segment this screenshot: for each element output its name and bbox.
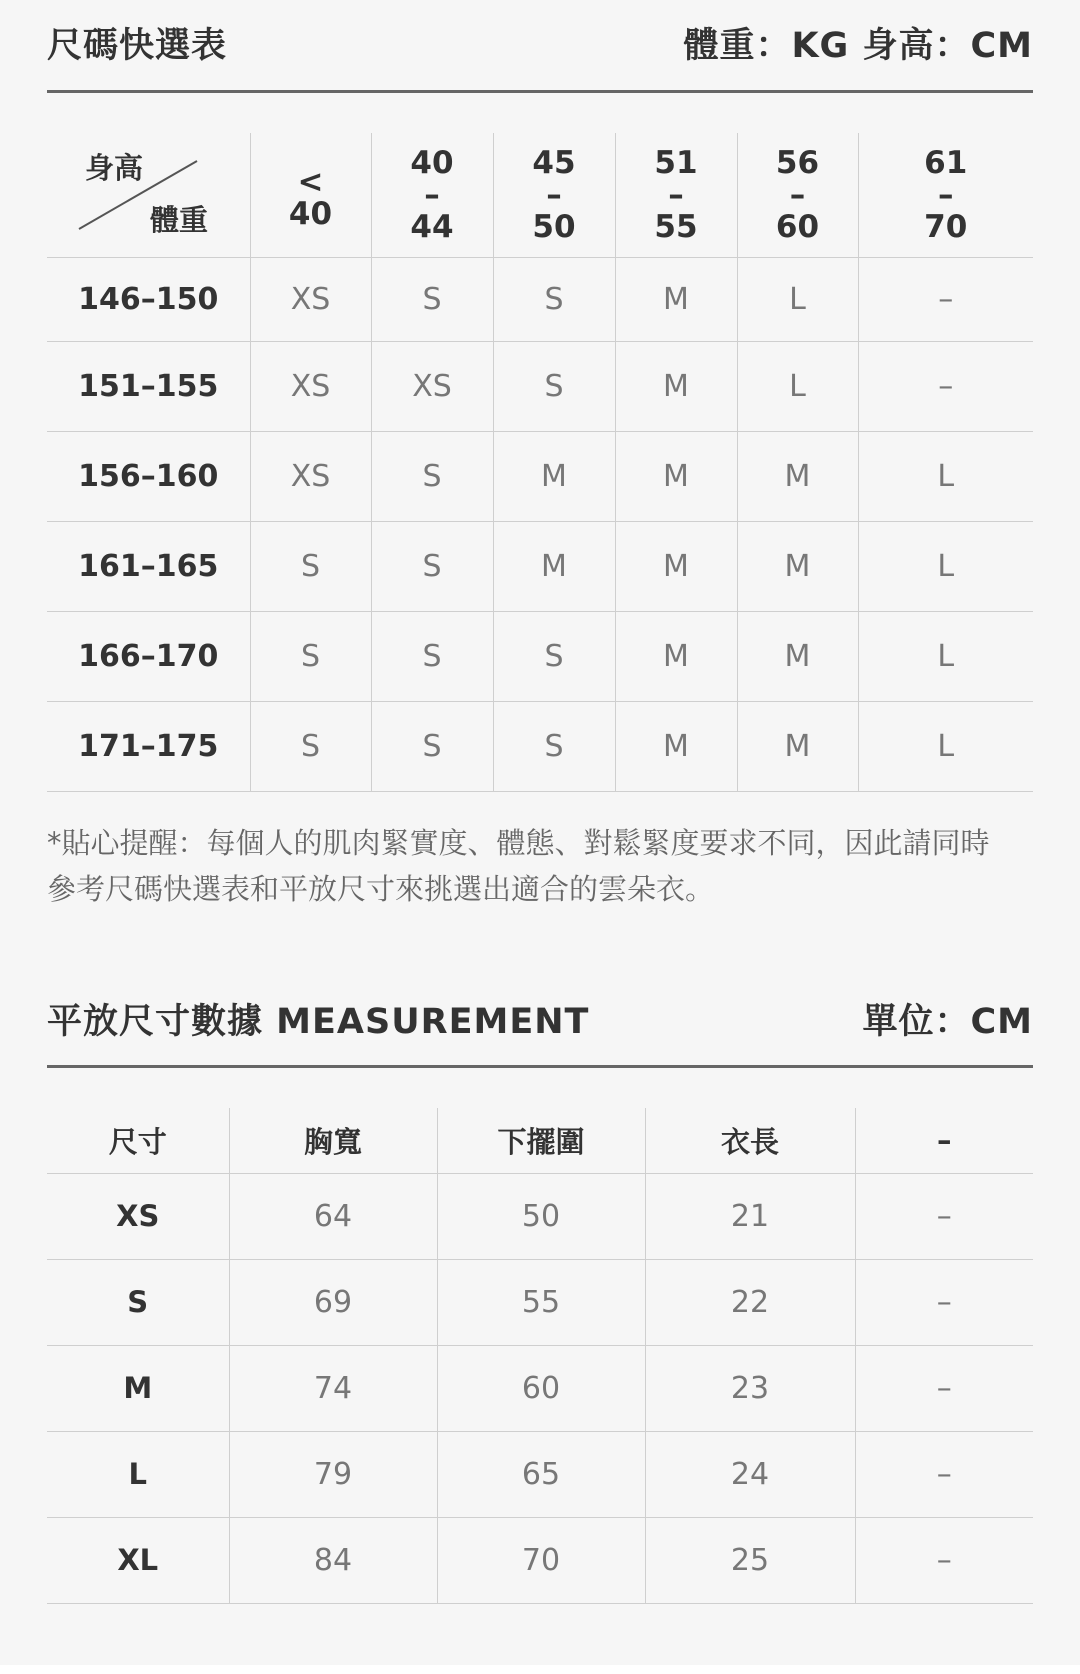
table-row (47, 432, 1033, 522)
corner-weight-label: 體重 (150, 203, 209, 237)
measurement-table (47, 1108, 1033, 1604)
measurement-cell: 65 (437, 1431, 645, 1517)
divider (47, 1065, 1033, 1068)
table-header-row (47, 133, 1033, 258)
column-header-hem: 下擺圍 (437, 1108, 645, 1173)
quick-chart-header (47, 18, 1033, 68)
size-cell: L (737, 342, 858, 432)
measurement-cell: – (855, 1345, 1033, 1431)
weight-range-line: – (546, 177, 562, 213)
column-header-extra: – (855, 1108, 1033, 1173)
size-label-cell: XL (47, 1517, 229, 1603)
weight-column-header (858, 133, 1033, 258)
column-header-length: 衣長 (645, 1108, 855, 1173)
size-cell: XS (371, 342, 493, 432)
measurement-header (47, 994, 1033, 1044)
fit-note (47, 820, 1037, 912)
weight-column-header (250, 133, 371, 258)
weight-range-line: – (668, 177, 684, 213)
measurement-cell: 74 (229, 1345, 437, 1431)
weight-range-line: 56 (775, 145, 820, 181)
measurement-cell: 79 (229, 1431, 437, 1517)
weight-range-line: – (789, 177, 806, 213)
weight-range-line: 70 (924, 209, 968, 245)
height-range-cell: 171–175 (47, 702, 250, 792)
weight-column-header (615, 133, 737, 258)
weight-range-line: 45 (532, 145, 576, 181)
measurement-cell: 70 (437, 1517, 645, 1603)
measurement-cell: – (855, 1259, 1033, 1345)
weight-range-line: 61 (924, 145, 968, 181)
measurement-cell: 60 (437, 1345, 645, 1431)
size-cell: – (858, 342, 1033, 432)
size-cell: L (858, 612, 1033, 702)
measurement-cell: 84 (229, 1517, 437, 1603)
table-row (47, 702, 1033, 792)
measurement-unit: 單位：CM (862, 1002, 1033, 1042)
weight-range-line: 44 (410, 209, 454, 245)
weight-range-line: 40 (410, 145, 454, 181)
size-cell: S (493, 342, 615, 432)
size-cell: XS (250, 342, 371, 432)
size-cell: L (858, 432, 1033, 522)
divider (47, 90, 1033, 93)
size-cell: M (615, 522, 737, 612)
size-cell: S (493, 612, 615, 702)
size-cell: S (371, 702, 493, 792)
size-cell: S (250, 702, 371, 792)
size-cell: M (737, 702, 858, 792)
weight-column-header (737, 133, 858, 258)
diagonal-divider (47, 133, 250, 257)
size-cell: L (858, 702, 1033, 792)
table-row (47, 522, 1033, 612)
weight-column-header (493, 133, 615, 258)
size-cell: M (737, 522, 858, 612)
measurement-title: 平放尺寸數據 MEASUREMENT (47, 1002, 590, 1042)
weight-range-line: 51 (654, 145, 698, 181)
height-range-cell: 146–150 (47, 258, 250, 342)
table-header-row (47, 1108, 1033, 1173)
height-range-cell: 161–165 (47, 522, 250, 612)
measurement-cell: 24 (645, 1431, 855, 1517)
height-range-cell: 156–160 (47, 432, 250, 522)
size-cell: S (250, 612, 371, 702)
measurement-cell: 50 (437, 1173, 645, 1259)
measurement-cell: 23 (645, 1345, 855, 1431)
size-cell: M (615, 432, 737, 522)
table-row (47, 342, 1033, 432)
height-range-cell: 151–155 (47, 342, 250, 432)
weight-range-line: 55 (654, 209, 698, 245)
corner-header-cell (47, 133, 250, 258)
size-cell: S (371, 258, 493, 342)
table-row (47, 1345, 1033, 1431)
size-cell: S (493, 702, 615, 792)
size-cell: M (737, 612, 858, 702)
weight-range-line: – (938, 177, 954, 213)
size-cell: S (493, 258, 615, 342)
column-header-chest: 胸寬 (229, 1108, 437, 1173)
measurement-cell: 21 (645, 1173, 855, 1259)
size-cell: L (737, 258, 858, 342)
table-row (47, 1517, 1033, 1603)
measurement-cell: – (855, 1517, 1033, 1603)
size-cell: M (737, 432, 858, 522)
quick-size-table (47, 133, 1033, 792)
size-cell: M (615, 258, 737, 342)
size-label-cell: XS (47, 1173, 229, 1259)
column-header-size: 尺寸 (47, 1108, 229, 1173)
size-cell: S (371, 522, 493, 612)
size-cell: M (615, 342, 737, 432)
measurement-cell: 55 (437, 1259, 645, 1345)
fit-note-line: *貼心提醒：每個人的肌肉緊實度、體態、對鬆緊度要求不同，因此請同時 (47, 826, 990, 860)
weight-range-line: < (297, 164, 324, 200)
table-row (47, 1259, 1033, 1345)
size-cell: S (250, 522, 371, 612)
size-cell: – (858, 258, 1033, 342)
size-cell: XS (250, 432, 371, 522)
weight-range-line: 40 (288, 196, 333, 232)
table-row (47, 612, 1033, 702)
size-label-cell: S (47, 1259, 229, 1345)
weight-column-header (371, 133, 493, 258)
measurement-cell: 25 (645, 1517, 855, 1603)
weight-range-line: 50 (532, 209, 576, 245)
size-label-cell: M (47, 1345, 229, 1431)
measurement-cell: 69 (229, 1259, 437, 1345)
quick-chart-unit: 體重：KG 身高：CM (683, 26, 1033, 66)
size-cell: S (371, 612, 493, 702)
size-cell: S (371, 432, 493, 522)
measurement-cell: 22 (645, 1259, 855, 1345)
weight-range-line: 60 (775, 209, 820, 245)
size-cell: M (493, 522, 615, 612)
height-range-cell: 166–170 (47, 612, 250, 702)
table-row (47, 258, 1033, 342)
table-row (47, 1431, 1033, 1517)
corner-height-label: 身高 (85, 151, 144, 185)
measurement-cell: 64 (229, 1173, 437, 1259)
measurement-cell: – (855, 1431, 1033, 1517)
size-cell: M (615, 612, 737, 702)
measurement-cell: – (855, 1173, 1033, 1259)
size-cell: M (615, 702, 737, 792)
weight-range-line: – (424, 177, 440, 213)
size-cell: XS (250, 258, 371, 342)
fit-note-line: 參考尺碼快選表和平放尺寸來挑選出適合的雲朵衣。 (47, 872, 715, 906)
table-row (47, 1173, 1033, 1259)
size-cell: M (493, 432, 615, 522)
quick-chart-title: 尺碼快選表 (47, 26, 228, 66)
size-label-cell: L (47, 1431, 229, 1517)
size-cell: L (858, 522, 1033, 612)
